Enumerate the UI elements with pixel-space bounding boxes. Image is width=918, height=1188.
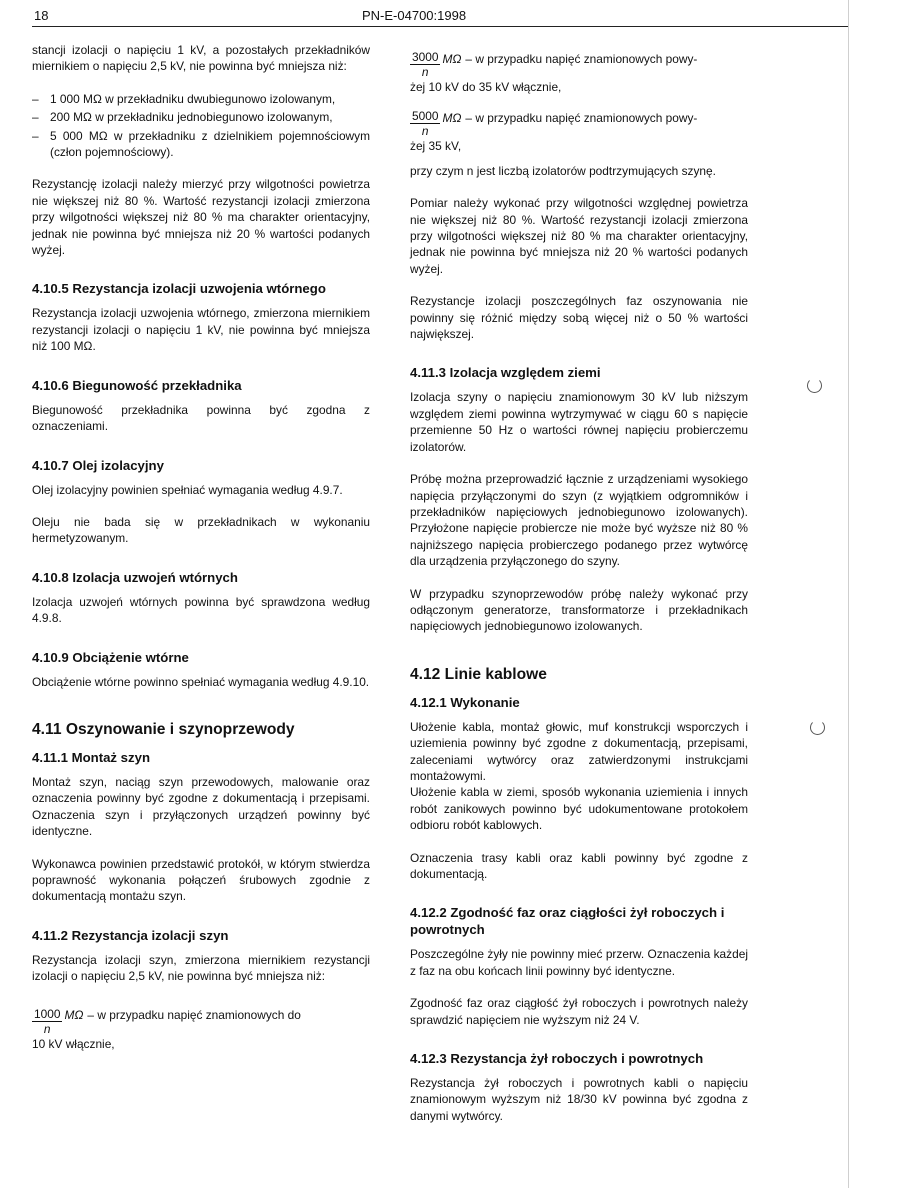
section-heading-4-11-1: 4.11.1 Montaż szyn xyxy=(32,749,150,765)
fraction-denominator: n xyxy=(43,1021,51,1036)
paragraph: Montaż szyn, naciąg szyn przewodowych, malowanie oraz oznaczenia powinny być zgodne z dokumentacją i przepisami. Oznaczenia szyn i przyłączonych urządzeń powinny być identyczne. xyxy=(32,774,370,839)
paragraph: przy czym n jest liczbą izolatorów podtrzymujących szynę. xyxy=(410,163,716,178)
paragraph: Zgodność faz oraz ciągłość żył roboczych i powrotnych należy sprawdzić napięciem nie wyższym niż 24 V. xyxy=(410,996,748,1027)
scan-edge xyxy=(848,0,849,1188)
section-heading-4-11-2: 4.11.2 Rezystancja izolacji szyn xyxy=(32,927,229,943)
paragraph: W przypadku szynoprzewodów próbę należy wykonać przy odłączonym generatorze, transformatorze i przekładnikach napięciowych jednobiegunowo izolowanych. xyxy=(410,586,748,634)
right-column xyxy=(410,50,748,1140)
unit-label: MΩ xyxy=(442,51,462,66)
paragraph: Izolacja uzwojeń wtórnych powinna być sprawdzona według 4.9.8. xyxy=(32,594,370,626)
paragraph: Rezystancja izolacji uzwojenia wtórnego, zmierzona miernikiem rezystancji izolacji o napięciu 1 kV, nie powinna być mniejsza niż 100 MΩ. xyxy=(32,306,370,354)
section-heading-4-10-6: 4.10.6 Biegunowość przekładnika xyxy=(32,377,242,393)
paragraph: Ułożenie kabla w ziemi, sposób wykonania uziemienia i innych robót zanikowych powinno być udokumentowane protokołem odbioru robót kablowych. xyxy=(410,785,748,833)
chapter-heading-4-11: 4.11 Oszynowanie i szynoprzewody xyxy=(32,720,295,738)
formula-text: – w przypadku napięć znamionowych powy- xyxy=(465,111,698,125)
list-item: – 5 000 MΩ w przekładniku z dzielnikiem pojemnościowym (człon pojemnościowy). xyxy=(32,128,370,160)
page-header xyxy=(32,6,848,27)
formula-1000-over-n xyxy=(32,1007,370,1052)
paragraph: Pomiar należy wykonać przy wilgotności względnej powietrza nie większej niż 80 %. Wartość rezystancji izolacji zmierzona przy wilgotności większej niż 80 % ma charakter orientacyjny, jednak nie powinna być mniejsza niż 20 % wartości podanych wyżej. xyxy=(410,196,748,276)
paragraph: Izolacja szyny o napięciu znamionowym 30 kV lub niższym względem ziemi powinna wytrzymywać w ciągu 60 s napięcie przemienne 50 Hz o wartości równej napięciu probierczemu izolatorów. xyxy=(410,390,748,454)
paragraph: Olej izolacyjny powinien spełniać wymagania według 4.9.7. xyxy=(32,482,343,497)
paragraph: Ułożenie kabla, montaż głowic, muf konstrukcji wsporczych i uziemienia powinny być zgodne z dokumentacją, przepisami, zaleceniami wytwórcy oraz zatwierdzonymi instrukcjami montażowymi. xyxy=(410,719,748,783)
paragraph: Rezystancję izolacji należy mierzyć przy wilgotności powietrza nie większej niż 80 %. Wartość rezystancji izolacji zmierzona przy wilgotności większej niż 80 % ma charakter orientacyjny, jednak nie powinna być mniejsza niż 20 % wartości podanych wyżej. xyxy=(32,177,370,258)
paragraph: Rezystancja izolacji szyn, zmierzona miernikiem rezystancji izolacji o napięciu 2,5 kV, nie powinna być mniejsza niż: xyxy=(32,952,370,984)
section-heading-4-11-3: 4.11.3 Izolacja względem ziemi xyxy=(410,365,601,381)
list-item: – 1 000 MΩ w przekładniku dwubiegunowo izolowanym, xyxy=(32,91,336,106)
fraction-numerator: 3000 xyxy=(412,50,439,64)
unit-label: MΩ xyxy=(64,1008,84,1023)
formula-5000-over-n xyxy=(410,109,748,154)
section-heading-4-12-1: 4.12.1 Wykonanie xyxy=(410,694,520,710)
paragraph: Obciążenie wtórne powinno spełniać wymagania według 4.9.10. xyxy=(32,674,370,689)
paragraph: Wykonawca powinien przedstawić protokół, w którym stwierdza poprawność wykonania połączeń śrubowych zgodnie z dokumentacją montażu szyn. xyxy=(32,856,370,904)
section-heading-4-10-9: 4.10.9 Obciążenie wtórne xyxy=(32,649,189,665)
chapter-heading-4-12: 4.12 Linie kablowe xyxy=(410,665,547,683)
formula-3000-over-n xyxy=(410,50,748,95)
standard-designation: PN-E-04700:1998 xyxy=(362,8,467,23)
formula-continuation: 10 kV włącznie, xyxy=(32,1036,115,1051)
section-heading-4-12-3: 4.12.3 Rezystancja żył roboczych i powrotnych xyxy=(410,1051,704,1067)
paragraph: Oleju nie bada się w przekładnikach w wykonaniu hermetyzowanym. xyxy=(32,514,370,546)
binder-hole-mark xyxy=(810,720,825,735)
unit-label: MΩ xyxy=(442,111,462,125)
section-heading-4-12-2: 4.12.2 Zgodność faz oraz ciągłości żył roboczych i powrotnych xyxy=(410,905,725,938)
fraction-denominator: n xyxy=(421,124,429,139)
paragraph: Poszczególne żyły nie powinny mieć przerw. Oznaczenia każdej z faz na obu końcach linii powinny być identyczne. xyxy=(410,947,748,978)
binder-hole-mark xyxy=(807,378,822,393)
left-column xyxy=(32,42,370,1060)
formula-continuation: żej 35 kV, xyxy=(410,139,462,154)
section-heading-4-10-5: 4.10.5 Rezystancja izolacji uzwojenia wtórnego xyxy=(32,281,326,297)
fraction-denominator: n xyxy=(421,65,429,79)
formula-text: – w przypadku napięć znamionowych powy- xyxy=(465,51,698,66)
paragraph: Oznaczenia trasy kabli oraz kabli powinny być zgodne z dokumentacją. xyxy=(410,850,748,881)
section-heading-4-10-7: 4.10.7 Olej izolacyjny xyxy=(32,457,164,473)
paragraph: Biegunowość przekładnika powinna być zgodna z oznaczeniami. xyxy=(32,402,370,434)
dash-list xyxy=(32,91,370,161)
paragraph: stancji izolacji o napięciu 1 kV, a pozostałych przekładników miernikiem o napięciu 2,5 kV, nie powinna być mniejsza niż: xyxy=(32,43,370,74)
section-heading-4-10-8: 4.10.8 Izolacja uzwojeń wtórnych xyxy=(32,569,238,585)
fraction-numerator: 5000 xyxy=(412,109,439,124)
paragraph: Rezystancje izolacji poszczególnych faz oszynowania nie powinny się różnić między sobą więcej niż o 50 % wartości największej. xyxy=(410,294,748,342)
paragraph: Próbę można przeprowadzić łącznie z urządzeniami wysokiego napięcia przyłączonymi do szyn (z wyjątkiem odgromników i przekładników napięciowych jednobiegunowo izolowanych). Przyłożone napięcie probiercze nie może być wyższe niż 80 % najniższego napięcia probierczego podanego przez wytwórcę dla urządzenia przyłączonego do szyny. xyxy=(410,472,748,569)
formula-text: – w przypadku napięć znamionowych do xyxy=(87,1008,301,1023)
formula-continuation: żej 10 kV do 35 kV włącznie, xyxy=(410,80,562,94)
list-item: – 200 MΩ w przekładniku jednobiegunowo izolowanym, xyxy=(32,110,333,125)
page-number: 18 xyxy=(34,8,49,23)
fraction-numerator: 1000 xyxy=(34,1006,61,1021)
paragraph: Rezystancja żył roboczych i powrotnych kabli o napięciu znamionowym wyższym niż 18/30 kV powinna być zgodna z danymi wytwórcy. xyxy=(410,1076,748,1123)
